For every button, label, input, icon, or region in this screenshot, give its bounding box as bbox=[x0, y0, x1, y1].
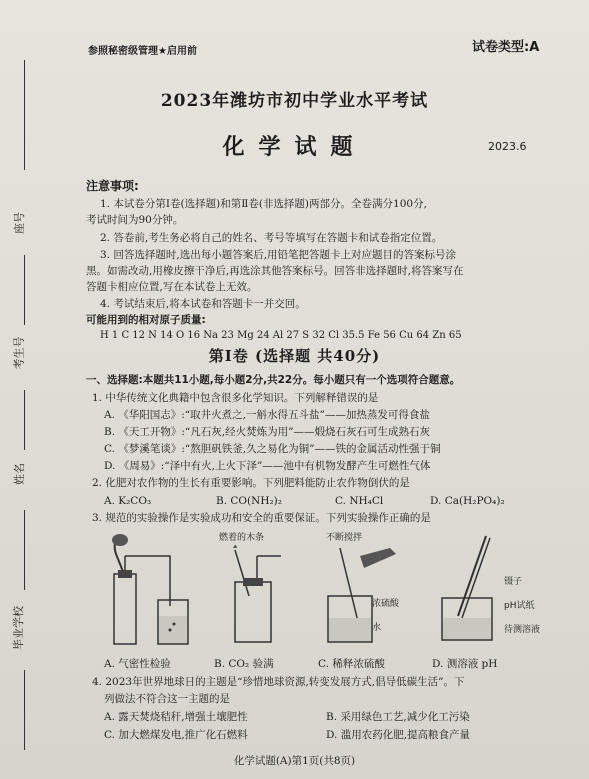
figure-co2-test bbox=[205, 526, 295, 656]
question-stem: 1. 中华传统文化典籍中包含很多化学知识。下列解释错误的是 bbox=[92, 392, 379, 404]
option: D. 《周易》:“泽中有火,上火下泽”——池中有机物发酵产生可燃性气体 bbox=[104, 460, 431, 472]
fig-label: 浓硫酸 bbox=[372, 599, 400, 609]
fig-label: 待测溶液 bbox=[504, 625, 541, 635]
fill-line bbox=[24, 510, 25, 590]
binding-strip bbox=[0, 0, 50, 779]
option: B. 《天工开物》:“凡石灰,经火焚炼为用”——煅烧石灰石可生成熟石灰 bbox=[104, 426, 431, 438]
notes-line: 黑。如需改动,用橡皮擦干净后,再选涂其他答案标号。回答非选择题时,将答案写在 bbox=[86, 265, 464, 277]
subject-title: 化学试题 bbox=[222, 134, 367, 160]
option: A. K₂CO₃ bbox=[104, 495, 152, 507]
notes-line: 答题卡相应位置,写在本试卷上无效。 bbox=[86, 281, 258, 293]
notes-line: 4. 考试结束后,将本试卷和答题卡一并交回。 bbox=[100, 298, 306, 310]
atomic-mass-heading: 可能用到的相对原子质量: bbox=[86, 314, 206, 326]
option: D. 测溶液 pH bbox=[432, 658, 498, 670]
option: A. 《华阳国志》:“取井火煮之,一斛水得五斗盐”——加热蒸发可得食盐 bbox=[104, 409, 430, 421]
figure-test-ph bbox=[428, 526, 548, 656]
option: C. 《梦溪笔谈》:“熬胆矾铁釜,久之易化为铜”——铁的金属活动性强于铜 bbox=[104, 443, 441, 455]
option: C. 稀释浓硫酸 bbox=[318, 658, 385, 670]
option: C. NH₄Cl bbox=[335, 495, 384, 507]
fig-label: 水 bbox=[372, 623, 382, 633]
name-label: 姓名 bbox=[13, 463, 26, 485]
option: B. CO₂ 验满 bbox=[214, 658, 274, 670]
figure-dilute-acid bbox=[300, 526, 410, 656]
notes-line: 3. 回答选择题时,选出每小题答案后,用铅笔把答题卡上对应题目的答案标号涂 bbox=[100, 249, 457, 261]
fill-line bbox=[24, 670, 25, 750]
notes-heading: 注意事项: bbox=[86, 179, 139, 193]
fill-line bbox=[24, 390, 25, 450]
section-title: 第Ⅰ卷 (选择题 共40分) bbox=[208, 347, 381, 365]
paper-type: 试卷类型:A bbox=[472, 40, 540, 55]
question-stem: 3. 规范的实验操作是实验成功和安全的重要保证。下列实验操作正确的是 bbox=[92, 512, 431, 524]
question-stem: 2. 化肥对农作物的生长有重要影响。下列肥料能防止农作物倒伏的是 bbox=[92, 477, 410, 489]
fig-label: 燃着的木条 bbox=[219, 533, 265, 543]
question-stem-continued: 列做法不符合这一主题的是 bbox=[104, 693, 230, 705]
confidential-mark: 参照秘密级管理★启用前 bbox=[88, 46, 197, 57]
figure-airtightness-check bbox=[98, 530, 198, 660]
page-footer: 化学试题(A)第1页(共8页) bbox=[233, 755, 356, 767]
notes-line: 1. 本试卷分第Ⅰ卷(选择题)和第Ⅱ卷(非选择题)两部分。全卷满分100分, bbox=[100, 198, 427, 210]
atomic-mass-values: H 1 C 12 N 14 O 16 Na 23 Mg 24 Al 27 S 32 Cl 35.5 Fe 56 Cu 64 Zn 65 bbox=[100, 330, 462, 341]
option: A. 露天焚烧秸秆,增强土壤肥性 bbox=[104, 711, 248, 723]
fig-label: 不断搅拌 bbox=[326, 533, 363, 543]
exam-date: 2023.6 bbox=[488, 140, 527, 153]
notes-line: 2. 答卷前,考生务必将自己的姓名、考号等填写在答题卡和试卷指定位置。 bbox=[100, 232, 443, 244]
option: D. Ca(H₂PO₄)₂ bbox=[430, 495, 505, 507]
option: C. 加大燃煤发电,推广化石燃料 bbox=[104, 729, 248, 741]
school-label: 毕业学校 bbox=[12, 606, 25, 650]
exam-number-label: 考生号 bbox=[12, 336, 26, 370]
fig-label: 镊子 bbox=[504, 577, 523, 587]
option: A. 气密性检验 bbox=[104, 658, 171, 670]
fill-line bbox=[24, 255, 25, 325]
part-heading: 一、选择题:本题共11小题,每小题2分,共22分。每小题只有一个选项符合题意。 bbox=[86, 374, 461, 386]
option: D. 滥用农药化肥,提高粮食产量 bbox=[326, 729, 471, 741]
notes-line: 考试时间为90分钟。 bbox=[86, 214, 184, 226]
exam-title: 2023年潍坊市初中学业水平考试 bbox=[160, 91, 429, 111]
question-stem: 4. 2023年世界地球日的主题是“珍惜地球资源,转变发展方式,倡导低碳生活”。下 bbox=[92, 676, 465, 688]
seat-label: 座号 bbox=[13, 212, 26, 234]
option: B. CO(NH₂)₂ bbox=[216, 495, 282, 507]
fig-label: pH试纸 bbox=[504, 601, 535, 611]
option: B. 采用绿色工艺,减少化工污染 bbox=[326, 711, 470, 723]
